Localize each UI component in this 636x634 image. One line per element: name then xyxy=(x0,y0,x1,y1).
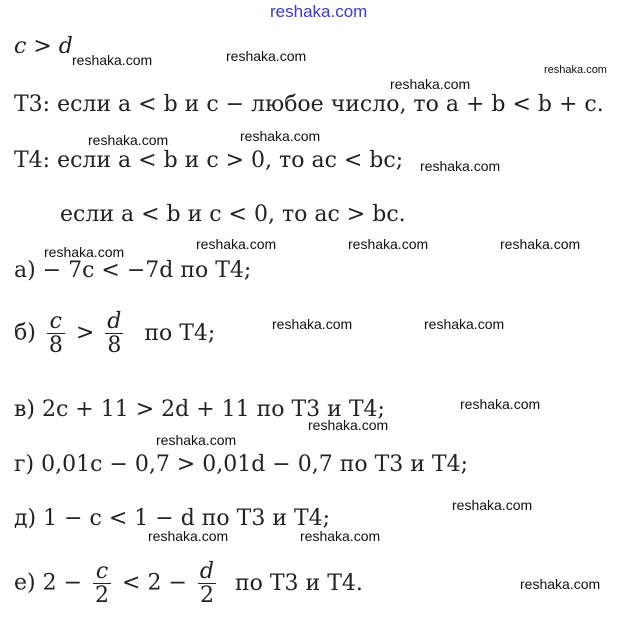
watermark: reshaka.com xyxy=(44,244,125,260)
fraction-d-over-2 xyxy=(198,560,216,607)
watermark: reshaka.com xyxy=(300,528,381,544)
fraction-denominator: 8 xyxy=(107,333,122,359)
fraction-c-over-8 xyxy=(47,310,65,357)
watermark: reshaka.com xyxy=(88,132,169,148)
watermark: reshaka.com xyxy=(520,576,601,592)
theorem-t4-negative: если a < b и c < 0, то ac > bc. xyxy=(60,202,406,227)
item-e xyxy=(14,560,363,607)
item-e-suffix: по Т3 и Т4. xyxy=(234,570,363,596)
item-b xyxy=(14,310,215,357)
fraction-c-over-2 xyxy=(93,560,111,607)
item-b-prefix: б) xyxy=(14,320,36,346)
watermark: reshaka.com xyxy=(156,432,237,448)
fraction-denominator: 2 xyxy=(199,583,214,609)
watermark: reshaka.com xyxy=(226,48,307,64)
fraction-denominator: 8 xyxy=(48,333,63,359)
item-e-middle: < 2 − xyxy=(122,570,187,596)
item-e-prefix: е) 2 − xyxy=(14,570,83,596)
watermark: reshaka.com xyxy=(460,396,541,412)
watermark: reshaka.com xyxy=(420,158,501,174)
fraction-numerator: d xyxy=(107,309,122,334)
fraction-numerator: c xyxy=(47,310,65,334)
item-a: а) − 7c < −7d по Т4; xyxy=(14,258,252,283)
watermark-top: reshaka.com xyxy=(270,2,368,21)
watermark: reshaka.com xyxy=(452,497,533,513)
watermark: reshaka.com xyxy=(240,128,321,144)
theorem-t4-positive: Т4: если a < b и c > 0, то ac < bc; xyxy=(14,148,404,173)
watermark: reshaka.com xyxy=(424,316,505,332)
theorem-t3: Т3: если a < b и c − любое число, то a + b < b + c. xyxy=(14,92,604,117)
item-d: д) 1 − c < 1 − d по Т3 и Т4; xyxy=(14,506,331,531)
watermark: reshaka.com xyxy=(196,236,277,252)
item-b-suffix: по Т4; xyxy=(144,320,216,346)
condition-c-gt-d: c > d xyxy=(14,34,73,59)
watermark: reshaka.com xyxy=(272,316,353,332)
watermark: reshaka.com xyxy=(72,52,153,68)
watermark: reshaka.com xyxy=(544,64,607,76)
fraction-numerator: c xyxy=(93,560,111,584)
watermark: reshaka.com xyxy=(148,528,229,544)
watermark: reshaka.com xyxy=(308,417,389,433)
item-g: г) 0,01c − 0,7 > 0,01d − 0,7 по Т3 и Т4; xyxy=(14,452,469,477)
greater-sign: > xyxy=(75,320,95,346)
fraction-denominator: 2 xyxy=(95,583,110,609)
fraction-numerator: d xyxy=(199,559,214,584)
watermark: reshaka.com xyxy=(390,76,471,92)
watermark: reshaka.com xyxy=(348,236,429,252)
item-v: в) 2c + 11 > 2d + 11 по Т3 и Т4; xyxy=(14,397,385,422)
watermark: reshaka.com xyxy=(500,236,581,252)
fraction-d-over-8 xyxy=(105,310,123,357)
